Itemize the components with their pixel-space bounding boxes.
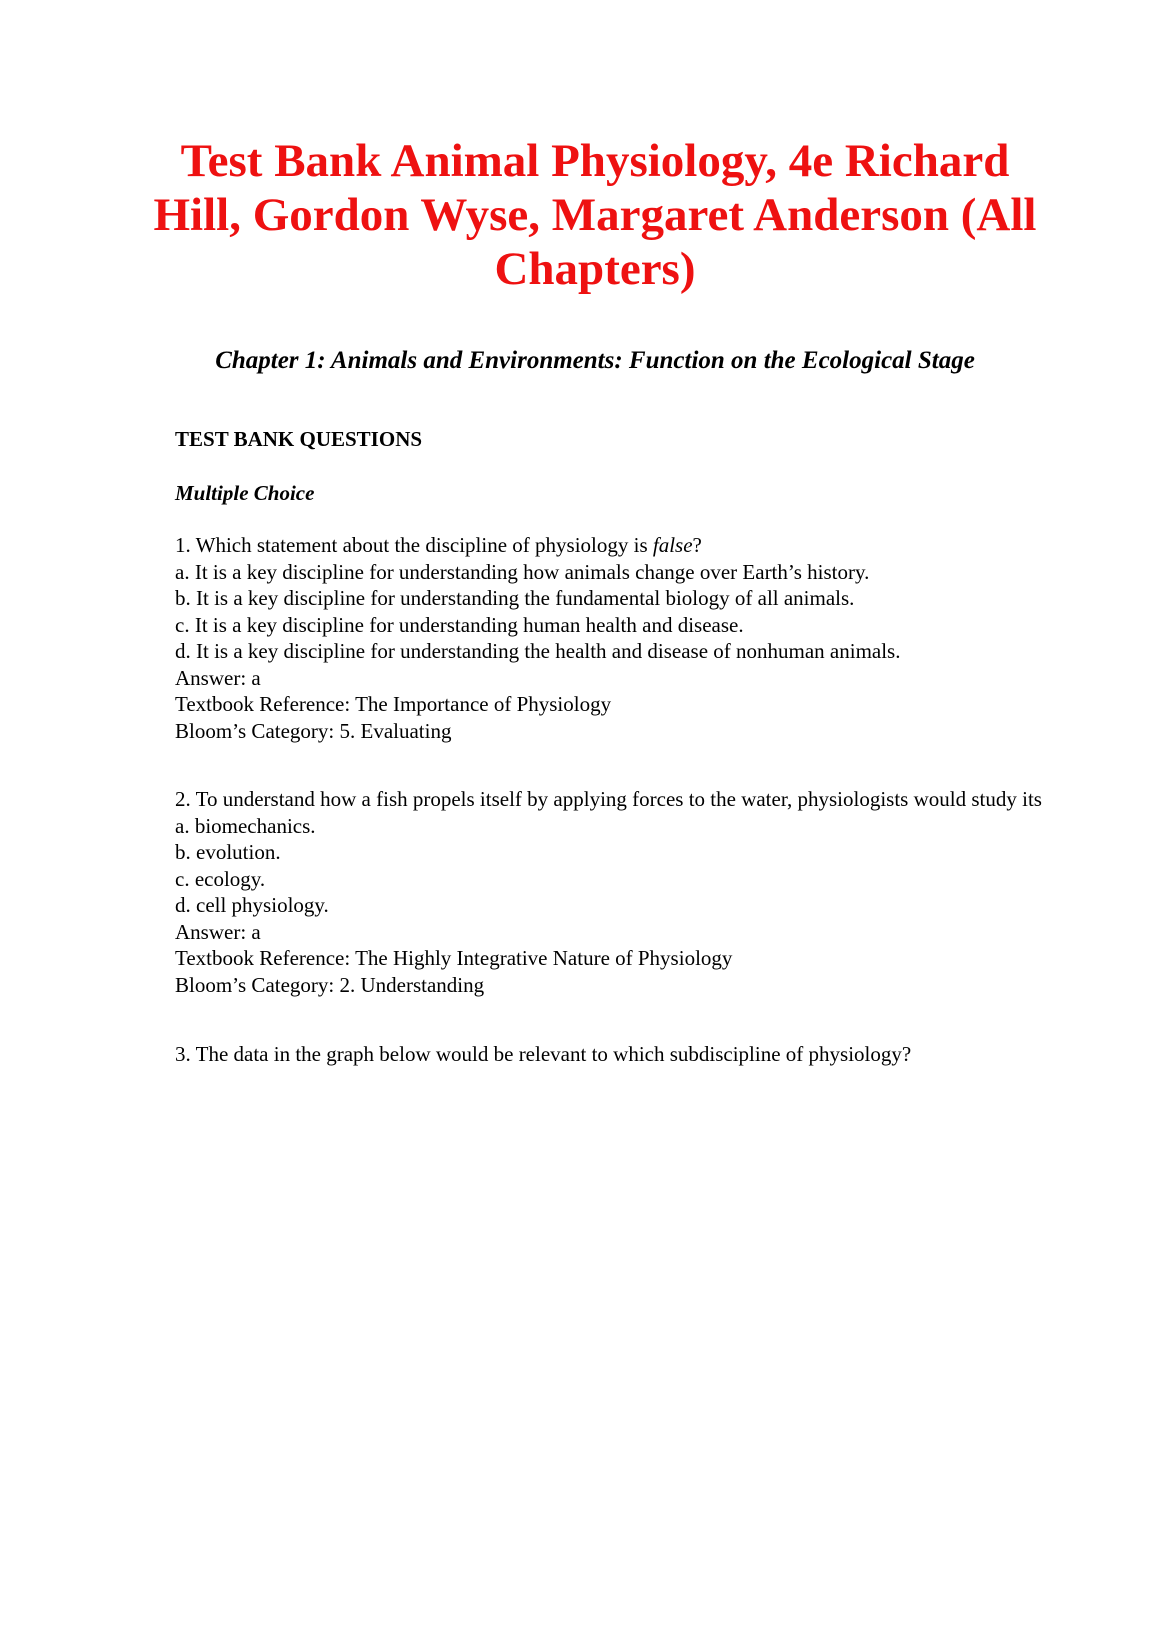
answer-key: Answer: a xyxy=(175,665,261,690)
question-stem: 1. Which statement about the discipline of physiology is false? xyxy=(175,533,702,557)
textbook-reference: Textbook Reference: The Highly Integrative Nature of Physiology xyxy=(175,946,733,970)
question-stem: 2. To understand how a fish propels itself by applying forces to the water, physiologists would study its xyxy=(175,787,1042,811)
chapter-heading: Chapter 1: Animals and Environments: Function on the Ecological Stage xyxy=(215,347,975,374)
blooms-category: Bloom’s Category: 2. Understanding xyxy=(175,972,485,997)
answer-key: Answer: a xyxy=(175,919,261,944)
answer-option-c: c. ecology. xyxy=(175,866,266,891)
answer-option-b: b. It is a key discipline for understanding the fundamental biology of all animals. xyxy=(175,586,855,610)
answer-option-a: a. It is a key discipline for understanding how animals change over Earth’s history. xyxy=(175,559,870,584)
textbook-reference: Textbook Reference: The Importance of Physiology xyxy=(175,692,612,716)
question-2 xyxy=(175,786,1055,998)
answer-option-d: d. cell physiology. xyxy=(175,893,329,917)
answer-option-c: c. It is a key discipline for understanding human health and disease. xyxy=(175,612,744,637)
answer-option-a: a. biomechanics. xyxy=(175,813,316,838)
subsection-heading: Multiple Choice xyxy=(175,481,315,505)
blooms-category: Bloom’s Category: 5. Evaluating xyxy=(175,718,452,743)
stem-emphasis: false xyxy=(652,533,693,557)
document-title: Test Bank Animal Physiology, 4e Richard Hill, Gordon Wyse, Margaret Anderson (All Chapters) xyxy=(153,135,1037,295)
question-3 xyxy=(175,1041,1055,1068)
question-stem: 3. The data in the graph below would be relevant to which subdiscipline of physiology? xyxy=(175,1042,912,1066)
question-1 xyxy=(175,532,1055,744)
answer-option-b: b. evolution. xyxy=(175,840,281,864)
section-heading: TEST BANK QUESTIONS xyxy=(175,427,423,451)
answer-option-d: d. It is a key discipline for understanding the health and disease of nonhuman animals. xyxy=(175,639,901,663)
